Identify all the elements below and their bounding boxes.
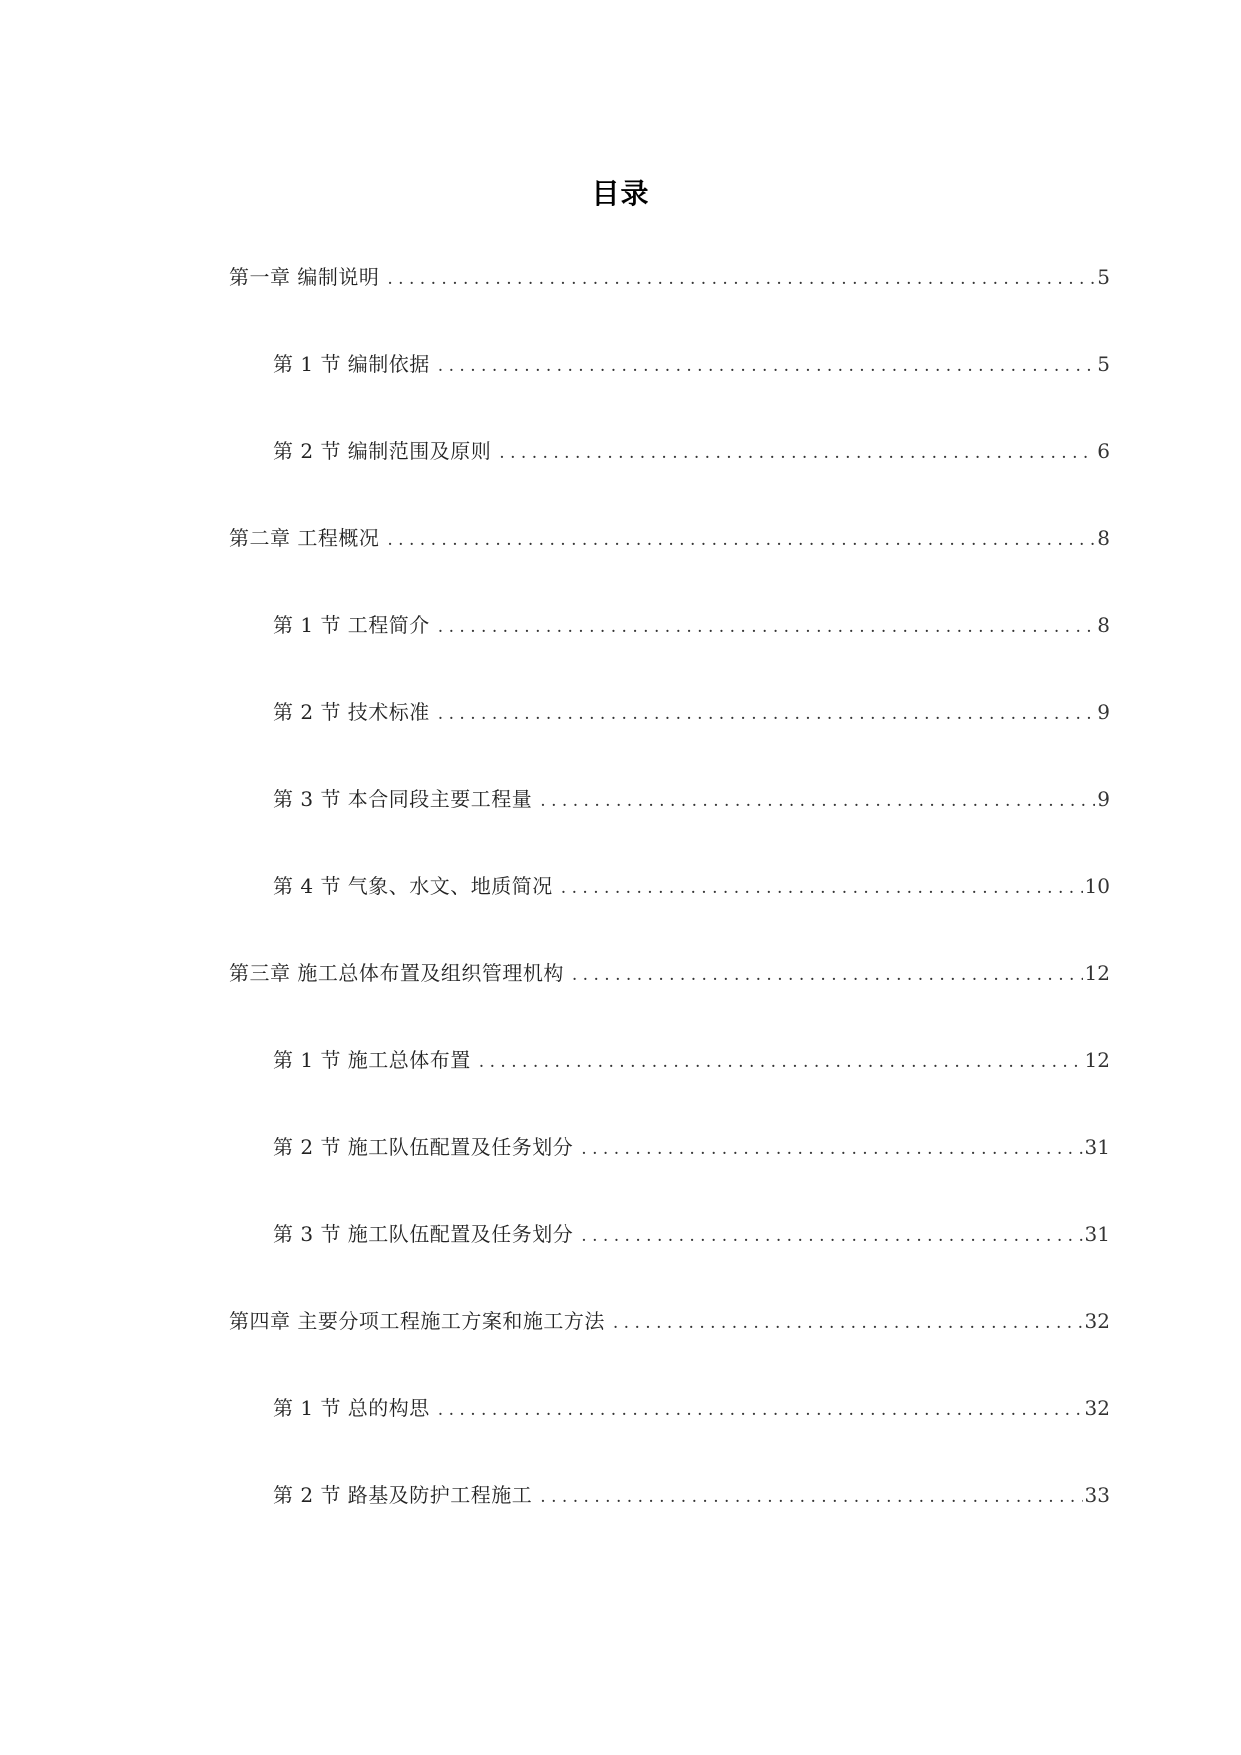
dot-leader [438, 351, 1095, 381]
dot-leader [613, 1308, 1083, 1338]
toc-page-number: 12 [1084, 1048, 1110, 1072]
toc-page-number: 5 [1097, 352, 1110, 376]
toc-entry-label: 第 3 节 本合同段主要工程量 [273, 787, 533, 811]
dot-leader [387, 264, 1095, 294]
dot-leader [438, 1395, 1083, 1425]
toc-entry-label: 第 1 节 编制依据 [273, 352, 430, 376]
toc-entry-label: 第 1 节 总的构思 [273, 1396, 430, 1420]
toc-entry-chapter-4[interactable] [229, 1306, 1110, 1336]
toc-entry-label: 第二章 工程概况 [229, 526, 380, 550]
dot-leader [438, 699, 1095, 729]
dot-leader [581, 1134, 1082, 1164]
toc-entry-label: 第 1 节 工程简介 [273, 613, 430, 637]
dot-leader [540, 786, 1095, 816]
toc-entry-section[interactable] [273, 1045, 1110, 1075]
toc-entry-section[interactable] [273, 784, 1110, 814]
toc-entry-label: 第 3 节 施工队伍配置及任务划分 [273, 1222, 574, 1246]
toc-entry-section[interactable] [273, 1480, 1110, 1510]
toc-page-number: 10 [1084, 874, 1110, 898]
toc-entry-chapter-1[interactable] [229, 262, 1110, 292]
toc-page-number: 9 [1097, 700, 1110, 724]
toc-entry-section[interactable] [273, 1219, 1110, 1249]
toc-title: 目录 [591, 177, 650, 210]
toc-page-number: 33 [1084, 1483, 1110, 1507]
toc-entry-label: 第三章 施工总体布置及组织管理机构 [229, 961, 564, 985]
toc-entry-label: 第一章 编制说明 [229, 265, 380, 289]
dot-leader [438, 612, 1095, 642]
toc-entry-section[interactable] [273, 871, 1110, 901]
toc-entry-label: 第 2 节 编制范围及原则 [273, 439, 492, 463]
toc-entry-label: 第 2 节 路基及防护工程施工 [273, 1483, 533, 1507]
toc-entry-chapter-2[interactable] [229, 523, 1110, 553]
toc-page-number: 5 [1097, 265, 1110, 289]
toc-page-number: 8 [1097, 613, 1110, 637]
dot-leader [499, 438, 1095, 468]
dot-leader [540, 1482, 1082, 1512]
dot-leader [387, 525, 1095, 555]
dot-leader [581, 1221, 1082, 1251]
toc-page-number: 6 [1097, 439, 1110, 463]
dot-leader [561, 873, 1083, 903]
toc-page-number: 32 [1084, 1309, 1110, 1333]
toc-entry-chapter-3[interactable] [229, 958, 1110, 988]
toc-page-number: 9 [1097, 787, 1110, 811]
toc-entry-section[interactable] [273, 1393, 1110, 1423]
toc-page-number: 8 [1097, 526, 1110, 550]
toc-entry-section[interactable] [273, 1132, 1110, 1162]
toc-entry-section[interactable] [273, 436, 1110, 466]
toc-page-number: 12 [1084, 961, 1110, 985]
toc-entry-section[interactable] [273, 349, 1110, 379]
toc-entry-label: 第 4 节 气象、水文、地质简况 [273, 874, 553, 898]
toc-page-number: 32 [1084, 1396, 1110, 1420]
toc-page-number: 31 [1084, 1135, 1110, 1159]
dot-leader [479, 1047, 1083, 1077]
toc-entry-label: 第四章 主要分项工程施工方案和施工方法 [229, 1309, 605, 1333]
toc-entry-label: 第 1 节 施工总体布置 [273, 1048, 471, 1072]
toc-entry-label: 第 2 节 施工队伍配置及任务划分 [273, 1135, 574, 1159]
toc-entry-label: 第 2 节 技术标准 [273, 700, 430, 724]
dot-leader [572, 960, 1083, 990]
toc-page-number: 31 [1084, 1222, 1110, 1246]
toc-entry-section[interactable] [273, 697, 1110, 727]
toc-entry-section[interactable] [273, 610, 1110, 640]
